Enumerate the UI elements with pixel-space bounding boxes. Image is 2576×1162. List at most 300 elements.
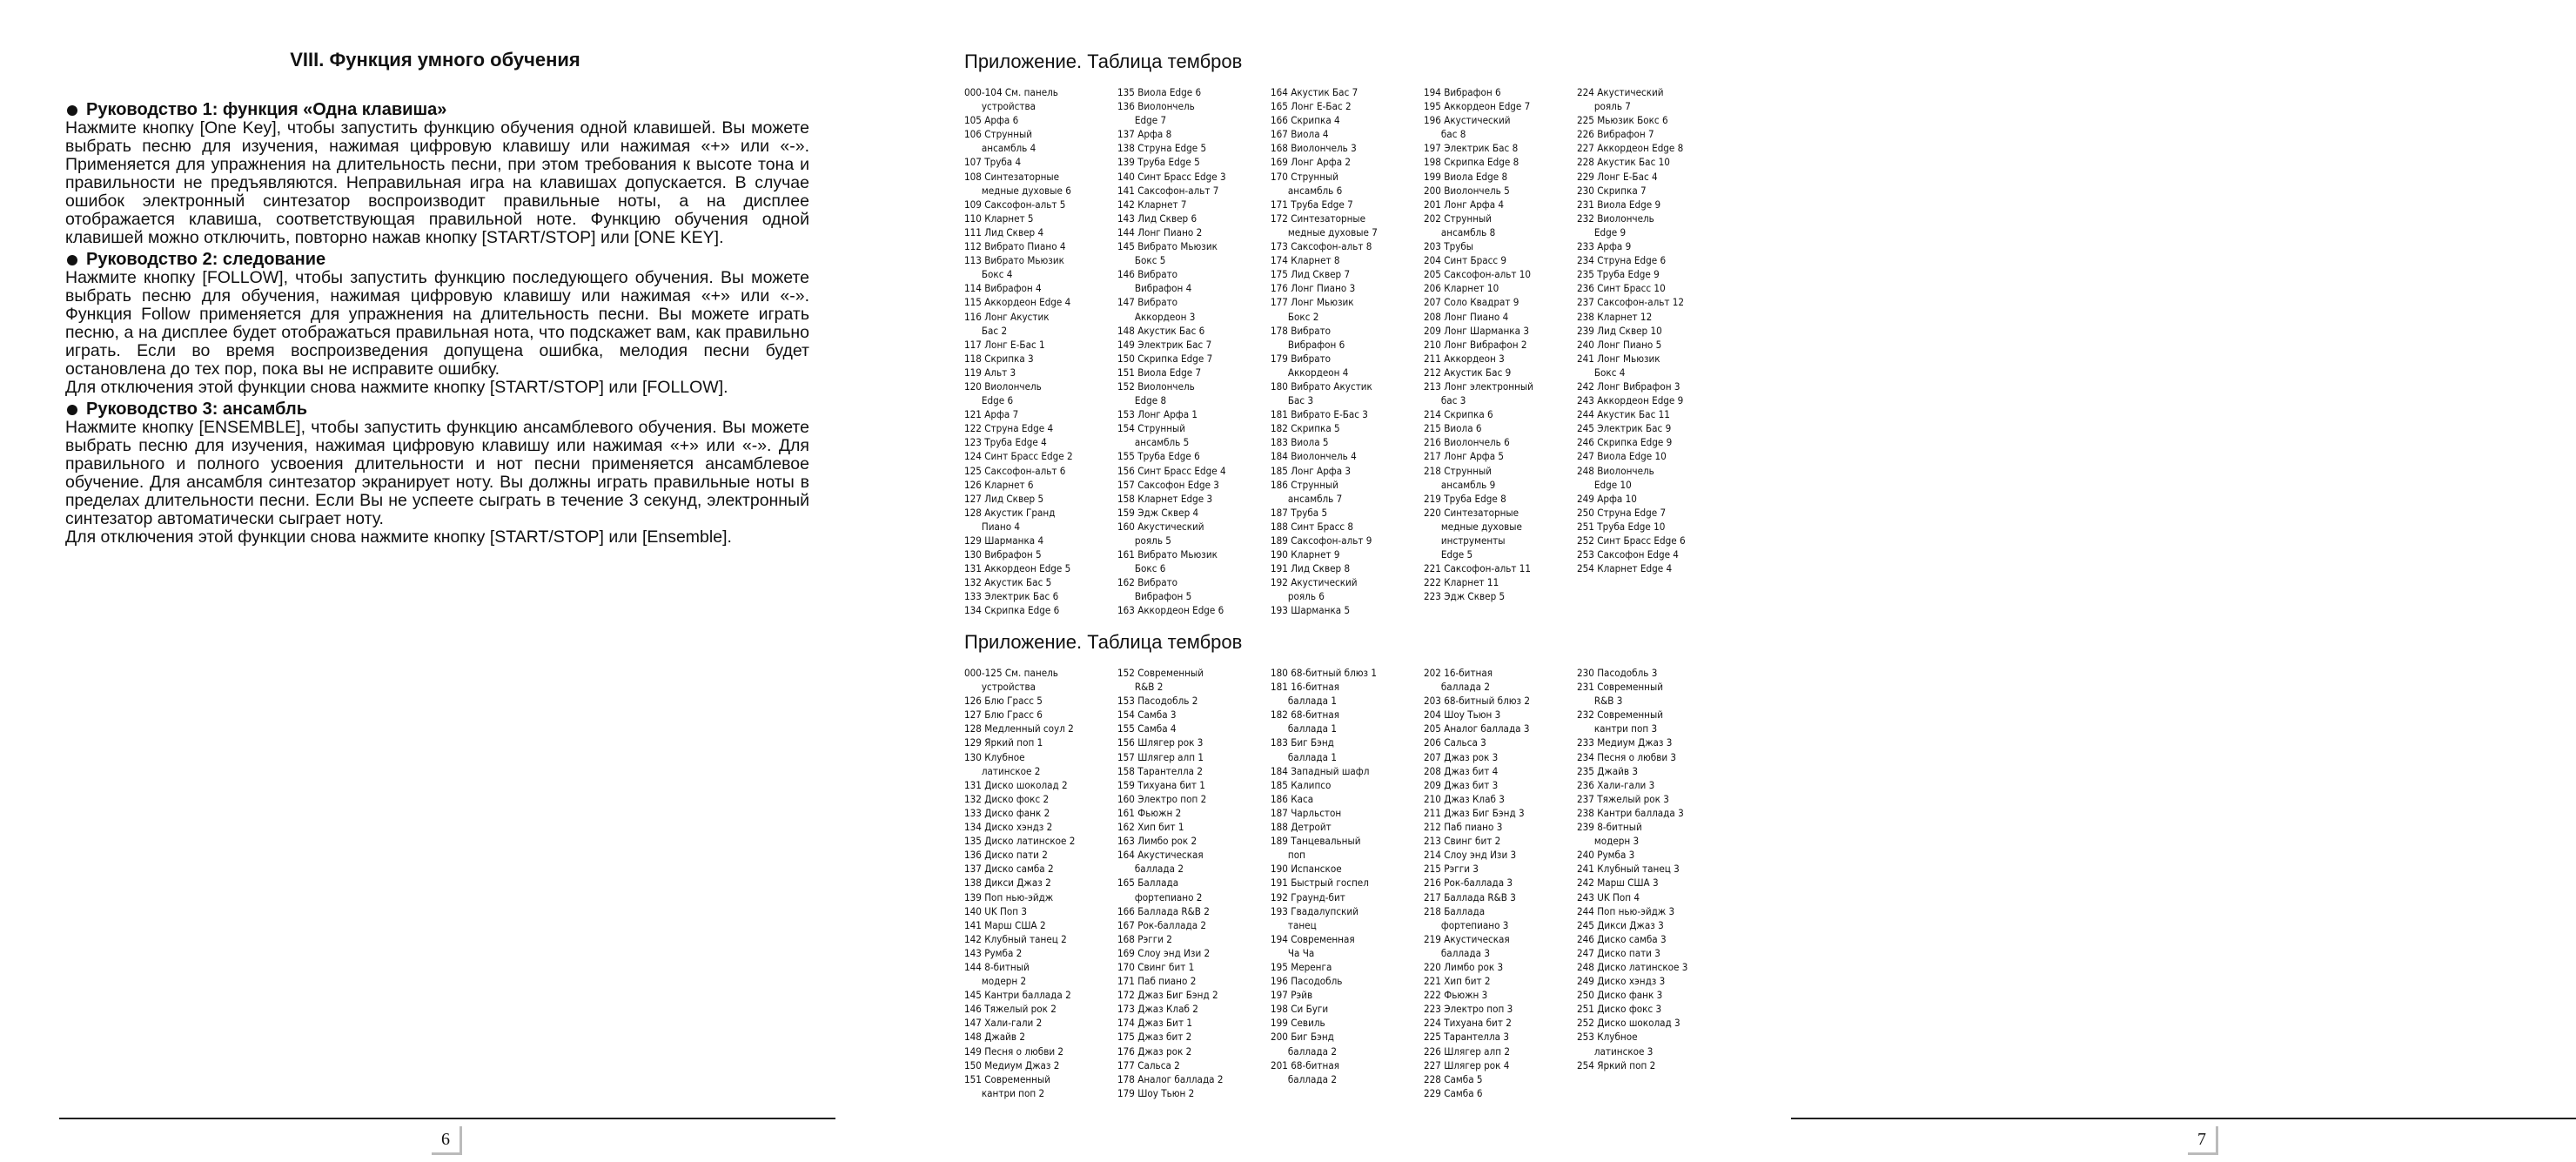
- table-entry: 203 68-битный блюз 2: [1424, 695, 1531, 708]
- table-entry: 189 Саксофон-альт 9: [1271, 534, 1372, 547]
- table-entry: 202 Струнный: [1424, 212, 1493, 225]
- table-entry: Бокс 4: [964, 268, 1013, 281]
- table-entry: 120 Виолончель: [964, 379, 1042, 393]
- table-entry: R&B 3: [1577, 695, 1623, 708]
- table-entry: ансамбль 6: [1271, 184, 1343, 197]
- table-entry: 116 Лонг Акустик: [964, 310, 1050, 323]
- table-entry: 179 Вибрато: [1271, 352, 1332, 365]
- guide-heading-text: Руководство 2: следование: [86, 250, 326, 269]
- table-entry: Edge 6: [964, 394, 1014, 407]
- table-entry: 225 Мьюзик Бокс 6: [1577, 114, 1668, 127]
- table-entry: 251 Диско фокс 3: [1577, 1003, 1662, 1016]
- table-entry: баллада 2: [1271, 1072, 1337, 1085]
- guide-body: [65, 419, 809, 547]
- guides-list: [65, 97, 809, 547]
- table-entry: 146 Вибрато: [1117, 268, 1178, 281]
- table-entry: 159 Эдж Сквер 4: [1117, 506, 1199, 519]
- left-page: [0, 0, 870, 1162]
- table-entry: рояль 5: [1117, 534, 1171, 547]
- table-entry: 221 Саксофон-альт 11: [1424, 562, 1532, 575]
- table-entry: 187 Труба 5: [1271, 506, 1328, 519]
- table-entry: бас 3: [1424, 394, 1466, 407]
- table-entry: баллада 1: [1271, 695, 1337, 708]
- table-entry: 154 Струнный: [1117, 422, 1186, 435]
- table-entry: 172 Синтезаторные: [1271, 212, 1366, 225]
- section-title: VIII. Функция умного обучения: [290, 49, 580, 71]
- voice-column: [1271, 85, 1424, 618]
- table-entry: 245 Дикси Джаз 3: [1577, 918, 1664, 931]
- table-entry: 164 Акустическая: [1117, 849, 1204, 862]
- table-entry: фортепиано 3: [1424, 918, 1509, 931]
- table-entry: 125 Саксофон-альт 6: [964, 464, 1066, 477]
- table-entry: 245 Электрик Бас 9: [1577, 422, 1672, 435]
- table-entry: 205 Саксофон-альт 10: [1424, 268, 1532, 281]
- table-entry: 217 Баллада R&B 3: [1424, 890, 1516, 903]
- table-entry: 232 Современный: [1577, 709, 1664, 722]
- table-entry: 176 Джаз рок 2: [1117, 1044, 1192, 1058]
- table-entry: 131 Диско шоколад 2: [964, 778, 1068, 791]
- table-entry: 220 Синтезаторные: [1424, 506, 1519, 519]
- table-entry: 242 Марш США 3: [1577, 877, 1659, 890]
- table-entry: 169 Лонг Арфа 2: [1271, 156, 1352, 169]
- table-entry: 192 Граунд-бит: [1271, 890, 1345, 903]
- bullet-icon: [67, 405, 77, 415]
- table-entry: 224 Тихуана бит 2: [1424, 1017, 1512, 1030]
- table-entry: 208 Джаз бит 4: [1424, 764, 1499, 777]
- table-entry: 174 Джаз Бит 1: [1117, 1017, 1192, 1030]
- table-entry: 170 Струнный: [1271, 170, 1339, 183]
- table-entry: 121 Арфа 7: [964, 408, 1019, 421]
- guide-1: [65, 101, 809, 247]
- table-entry: 169 Слоу энд Изи 2: [1117, 946, 1211, 959]
- table-entry: 141 Саксофон-альт 7: [1117, 184, 1219, 197]
- table-entry: 151 Виола Edge 7: [1117, 366, 1202, 379]
- table-entry: 139 Поп нью-эйдж: [964, 890, 1054, 903]
- table-entry: 137 Арфа 8: [1117, 128, 1172, 141]
- table-entry: 118 Скрипка 3: [964, 352, 1034, 365]
- table-entry: 184 Западный шафл: [1271, 764, 1370, 777]
- table-entry: 112 Вибрато Пиано 4: [964, 240, 1066, 253]
- table-entry: кантри поп 3: [1577, 722, 1658, 735]
- table-entry: 115 Аккордеон Edge 4: [964, 296, 1071, 309]
- table-entry: 123 Труба Edge 4: [964, 436, 1047, 449]
- table-entry: 238 Кантри баллада 3: [1577, 806, 1684, 819]
- table-entry: 134 Диско хэндз 2: [964, 821, 1053, 834]
- table-entry: 168 Рэгги 2: [1117, 932, 1172, 945]
- table-entry: 106 Струнный: [964, 128, 1033, 141]
- table-entry: 223 Электро поп 3: [1424, 1003, 1513, 1016]
- table-entry: 165 Лонг Е-Бас 2: [1271, 100, 1352, 113]
- table-entry: 133 Диско фанк 2: [964, 806, 1050, 819]
- table-entry: 111 Лид Сквер 4: [964, 225, 1044, 238]
- table-entry: 172 Джаз Биг Бэнд 2: [1117, 989, 1218, 1002]
- table-entry: 181 Вибрато Е-Бас 3: [1271, 408, 1368, 421]
- guide-heading-text: Руководство 1: функция «Одна клавиша»: [86, 100, 447, 119]
- table-entry: 167 Рок-баллада 2: [1117, 918, 1207, 931]
- table-entry: Бокс 5: [1117, 254, 1166, 267]
- table-entry: 180 68-битный блюз 1: [1271, 667, 1378, 679]
- table-entry: 154 Самба 3: [1117, 709, 1177, 722]
- table-entry: латинское 3: [1577, 1044, 1654, 1058]
- table-entry: латинское 2: [964, 764, 1041, 777]
- table-entry: 142 Кларнет 7: [1117, 198, 1187, 211]
- table-entry: 246 Скрипка Edge 9: [1577, 436, 1673, 449]
- table-entry: 155 Труба Edge 6: [1117, 450, 1200, 463]
- table-entry: 152 Виолончель: [1117, 379, 1195, 393]
- table-entry: 133 Электрик Бас 6: [964, 590, 1059, 603]
- table-entry: 117 Лонг Е-Бас 1: [964, 338, 1045, 351]
- table-entry: фортепиано 2: [1117, 890, 1203, 903]
- table-entry: 178 Аналог баллада 2: [1117, 1072, 1224, 1085]
- table-entry: Edge 9: [1577, 225, 1627, 238]
- guide-paragraph: Нажмите кнопку [One Key], чтобы запустить функцию обучения одной клавишей. Вы можете выбрать песню для изучения, нажимая цифровую клавишу или нажимая «+» или «-». Применяется для упражнения на длительность песни, при этом требования к высоте тона и правильности не предъявляются. Неправильная игра на клавишах допускается. В случае ошибок электронный синтезатор воспроизводит правильные ноты, а на дисплее отображается клавиша, соответствующая правильной ноте. Функцию обучения одной клавишей можно отключить, повторно нажав кнопку [START/STOP] или [ONE KEY].: [65, 118, 809, 247]
- table-entry: 136 Виолончель: [1117, 100, 1195, 113]
- table-entry: Аккордеон 3: [1117, 310, 1196, 323]
- table-entry: 250 Струна Edge 7: [1577, 506, 1667, 519]
- table-entry: 230 Скрипка 7: [1577, 184, 1647, 197]
- table-entry: Ча Ча: [1271, 946, 1315, 959]
- table-entry: рояль 7: [1577, 100, 1631, 113]
- table-entry: 227 Шлягер рок 4: [1424, 1058, 1510, 1071]
- table-entry: ансамбль 9: [1424, 478, 1496, 491]
- table-entry: 219 Труба Edge 8: [1424, 492, 1506, 505]
- table-entry: 216 Рок-баллада 3: [1424, 877, 1513, 890]
- bullet-icon: [67, 105, 77, 116]
- table-entry: 216 Виолончель 6: [1424, 436, 1510, 449]
- table-entry: 186 Струнный: [1271, 478, 1339, 491]
- table-entry: 158 Тарантелла 2: [1117, 764, 1203, 777]
- table-entry: 252 Синт Брасс Edge 6: [1577, 534, 1686, 547]
- table-entry: 234 Струна Edge 6: [1577, 254, 1667, 267]
- table-entry: 238 Кларнет 12: [1577, 310, 1653, 323]
- table-entry: 132 Акустик Бас 5: [964, 576, 1052, 589]
- voice-column: [1577, 85, 1730, 618]
- table-entry: 213 Лонг электронный: [1424, 379, 1533, 393]
- table-entry: 165 Баллада: [1117, 877, 1179, 890]
- table-entry: 223 Эдж Сквер 5: [1424, 590, 1506, 603]
- table-entry: 207 Джаз рок 3: [1424, 750, 1499, 763]
- table-entry: 107 Труба 4: [964, 156, 1022, 169]
- table-entry: 177 Сальса 2: [1117, 1058, 1180, 1071]
- table-entry: 236 Синт Брасс 10: [1577, 282, 1666, 295]
- table-entry: 191 Лид Сквер 8: [1271, 562, 1351, 575]
- table-entry: 220 Лимбо рок 3: [1424, 960, 1504, 973]
- table-entry: 127 Блю Грасс 6: [964, 709, 1043, 722]
- table-entry: 191 Быстрый госпел: [1271, 877, 1369, 890]
- table-entry: 213 Свинг бит 2: [1424, 835, 1501, 848]
- table-entry: 200 Виолончель 5: [1424, 184, 1510, 197]
- table-entry: 185 Лонг Арфа 3: [1271, 464, 1352, 477]
- table-entry: 228 Самба 5: [1424, 1072, 1483, 1085]
- table-entry: 190 Кларнет 9: [1271, 548, 1340, 561]
- table-entry: 192 Акустический: [1271, 576, 1358, 589]
- table-entry: Вибрафон 4: [1117, 282, 1192, 295]
- table-entry: 114 Вибрафон 4: [964, 282, 1042, 295]
- table-entry: 210 Лонг Вибрафон 2: [1424, 338, 1527, 351]
- table-entry: 215 Виола 6: [1424, 422, 1482, 435]
- table-entry: 222 Кларнет 11: [1424, 576, 1499, 589]
- table-entry: 252 Диско шоколад 3: [1577, 1017, 1680, 1030]
- table-entry: 155 Самба 4: [1117, 722, 1177, 735]
- table-entry: 105 Арфа 6: [964, 114, 1019, 127]
- table-entry: 157 Саксофон Edge 3: [1117, 478, 1219, 491]
- guide-paragraph: Нажмите кнопку [ENSEMBLE], чтобы запустить функцию ансамблевого обучения. Вы можете выбрать песню для изучения, нажимая цифровую клавишу или нажимая «+» или «-». Для правильного и полного усвоения длительности и нот песни применяется ансамблевое обучение. Для ансамбля синтезатор экранирует ноту. Вы должны играть правильные ноты в пределах длительности песни. Если Вы не успеете сыграть в течение 3 секунд, электронный синтезатор автоматически сыграет ноту.: [65, 418, 809, 528]
- table-entry: 171 Паб пиано 2: [1117, 975, 1197, 988]
- table-entry: 135 Виола Edge 6: [1117, 86, 1202, 98]
- table-entry: 195 Меренга: [1271, 960, 1332, 973]
- table-entry: 226 Шлягер алп 2: [1424, 1044, 1510, 1058]
- table-entry: 234 Песня о любви 3: [1577, 750, 1677, 763]
- table-entry: 206 Сальса 3: [1424, 736, 1486, 749]
- table-entry: 147 Вибрато: [1117, 296, 1178, 309]
- table-entry: 248 Виолончель: [1577, 464, 1654, 477]
- table-entry: 218 Баллада: [1424, 904, 1486, 917]
- table-entry: 167 Виола 4: [1271, 128, 1329, 141]
- table-entry: 244 Поп нью-эйдж 3: [1577, 904, 1675, 917]
- table-entry: 211 Джаз Биг Бэнд 3: [1424, 806, 1525, 819]
- table-entry: Бас 2: [964, 324, 1008, 337]
- table-entry: медные духовые 6: [964, 184, 1071, 197]
- table-entry: 175 Лид Сквер 7: [1271, 268, 1351, 281]
- table-entry: 140 UK Поп 3: [964, 904, 1027, 917]
- table-entry: баллада 2: [1424, 681, 1490, 694]
- table-entry: 147 Хали-гали 2: [964, 1017, 1043, 1030]
- page-number: 7: [2188, 1126, 2218, 1155]
- table-entry: 224 Акустический: [1577, 86, 1664, 98]
- table-entry: 211 Аккордеон 3: [1424, 352, 1505, 365]
- table-entry: 137 Диско самба 2: [964, 863, 1054, 876]
- table-entry: 128 Медленный соул 2: [964, 722, 1074, 735]
- table-entry: 173 Джаз Клаб 2: [1117, 1003, 1198, 1016]
- table-entry: 171 Труба Edge 7: [1271, 198, 1353, 211]
- table-entry: 253 Клубное: [1577, 1031, 1638, 1044]
- voice-table-title: Приложение. Таблица тембров: [964, 50, 1243, 72]
- table-entry: 193 Гвадалупский: [1271, 904, 1358, 917]
- table-entry: 138 Дикси Джаз 2: [964, 877, 1051, 890]
- guide-body: [65, 119, 809, 247]
- style-table: [964, 666, 1730, 1100]
- table-entry: 182 Скрипка 5: [1271, 422, 1340, 435]
- table-entry: 201 Лонг Арфа 4: [1424, 198, 1505, 211]
- table-entry: 158 Кларнет Edge 3: [1117, 492, 1213, 505]
- table-entry: ансамбль 4: [964, 142, 1036, 155]
- table-entry: 212 Паб пиано 3: [1424, 821, 1503, 834]
- table-entry: 138 Струна Edge 5: [1117, 142, 1207, 155]
- table-entry: 184 Виолончель 4: [1271, 450, 1357, 463]
- table-entry: 144 8-битный: [964, 960, 1030, 973]
- table-entry: Вибрафон 6: [1271, 338, 1345, 351]
- table-entry: 254 Яркий поп 2: [1577, 1058, 1656, 1071]
- table-entry: 174 Кларнет 8: [1271, 254, 1340, 267]
- table-entry: 241 Лонг Мьюзик: [1577, 352, 1660, 365]
- table-entry: 235 Джайв 3: [1577, 764, 1639, 777]
- table-entry: 240 Румба 3: [1577, 849, 1635, 862]
- table-entry: Бокс 6: [1117, 562, 1166, 575]
- table-entry: 247 Диско пати 3: [1577, 946, 1660, 959]
- table-entry: 247 Виола Edge 10: [1577, 450, 1667, 463]
- table-entry: 237 Саксофон-альт 12: [1577, 296, 1685, 309]
- table-entry: 194 Вибрафон 6: [1424, 86, 1501, 98]
- table-entry: 180 Вибрато Акустик: [1271, 379, 1372, 393]
- footer-rule: [1791, 1118, 2576, 1119]
- table-entry: 128 Акустик Гранд: [964, 506, 1056, 519]
- table-entry: 177 Лонг Мьюзик: [1271, 296, 1354, 309]
- table-entry: 199 Севиль: [1271, 1017, 1325, 1030]
- table-entry: 248 Диско латинское 3: [1577, 960, 1688, 973]
- table-entry: 221 Хип бит 2: [1424, 975, 1491, 988]
- table-entry: 162 Хип бит 1: [1117, 821, 1184, 834]
- table-entry: медные духовые 7: [1271, 225, 1378, 238]
- table-entry: 203 Трубы: [1424, 240, 1474, 253]
- table-entry: 156 Шлягер рок 3: [1117, 736, 1204, 749]
- table-entry: 212 Акустик Бас 9: [1424, 366, 1512, 379]
- table-entry: 196 Акустический: [1424, 114, 1511, 127]
- table-entry: 159 Тихуана бит 1: [1117, 778, 1205, 791]
- guide-paragraph: Нажмите кнопку [FOLLOW], чтобы запустить функцию последующего обучения. Вы можете выбрать песню для обучения, нажимая цифровую клавишу или нажимая «+» или «-». Функция Follow применяется для упражнения на длительность песни. Вы можете играть песню, а на дисплее будет отображаться правильная нота, что подскажет вам, как правильно играть. Если во время воспроизведения допущена ошибка, мелодия песни будет остановлена до тех пор, пока вы не исправите ошибку.: [65, 268, 809, 379]
- table-entry: 232 Виолончель: [1577, 212, 1654, 225]
- table-entry: 239 Лид Сквер 10: [1577, 324, 1662, 337]
- table-entry: 140 Синт Брасс Edge 3: [1117, 170, 1226, 183]
- style-column: [1424, 666, 1577, 1100]
- table-entry: баллада 2: [1117, 863, 1184, 876]
- table-entry: 000-104 См. панель: [964, 86, 1058, 98]
- table-entry: 187 Чарльстон: [1271, 806, 1342, 819]
- table-entry: баллада 2: [1271, 1044, 1337, 1058]
- table-entry: Бокс 4: [1577, 366, 1626, 379]
- voice-table: [964, 85, 1730, 618]
- table-entry: 168 Виолончель 3: [1271, 142, 1357, 155]
- table-entry: 249 Арфа 10: [1577, 492, 1637, 505]
- table-entry: 202 16-битная: [1424, 667, 1493, 679]
- table-entry: 161 Фьюжн 2: [1117, 806, 1182, 819]
- table-entry: 163 Аккордеон Edge 6: [1117, 604, 1224, 617]
- table-entry: 199 Виола Edge 8: [1424, 170, 1508, 183]
- page-number: 6: [432, 1126, 462, 1155]
- table-entry: баллада 1: [1271, 722, 1337, 735]
- table-entry: 150 Скрипка Edge 7: [1117, 352, 1213, 365]
- table-entry: модерн 2: [964, 975, 1027, 988]
- table-entry: 208 Лонг Пиано 4: [1424, 310, 1509, 323]
- table-entry: 183 Биг Бэнд: [1271, 736, 1334, 749]
- table-entry: 150 Медиум Джаз 2: [964, 1058, 1060, 1071]
- table-entry: баллада 1: [1271, 750, 1337, 763]
- table-entry: 131 Аккордеон Edge 5: [964, 562, 1071, 575]
- table-entry: Edge 8: [1117, 394, 1167, 407]
- table-entry: 253 Саксофон Edge 4: [1577, 548, 1679, 561]
- table-entry: 243 UK Поп 4: [1577, 890, 1640, 903]
- table-entry: 183 Виола 5: [1271, 436, 1329, 449]
- table-entry: 157 Шлягер алп 1: [1117, 750, 1204, 763]
- guide-heading: [65, 101, 809, 119]
- table-entry: 251 Труба Edge 10: [1577, 520, 1666, 533]
- table-entry: 209 Лонг Шарманка 3: [1424, 324, 1529, 337]
- table-entry: 149 Электрик Бас 7: [1117, 338, 1212, 351]
- table-entry: 243 Аккордеон Edge 9: [1577, 394, 1684, 407]
- table-entry: Edge 10: [1577, 478, 1632, 491]
- table-entry: модерн 3: [1577, 835, 1640, 848]
- table-entry: 209 Джаз бит 3: [1424, 778, 1499, 791]
- table-entry: 235 Труба Edge 9: [1577, 268, 1660, 281]
- table-entry: рояль 6: [1271, 590, 1325, 603]
- table-entry: 229 Самба 6: [1424, 1086, 1483, 1099]
- table-entry: ансамбль 5: [1117, 436, 1190, 449]
- table-entry: 207 Соло Квадрат 9: [1424, 296, 1519, 309]
- table-entry: 227 Аккордеон Edge 8: [1577, 142, 1684, 155]
- table-entry: 194 Современная: [1271, 932, 1355, 945]
- table-entry: 143 Лид Сквер 6: [1117, 212, 1197, 225]
- table-entry: Бас 3: [1271, 394, 1314, 407]
- table-entry: 214 Скрипка 6: [1424, 408, 1493, 421]
- table-entry: 142 Клубный танец 2: [964, 932, 1067, 945]
- table-entry: 146 Тяжелый рок 2: [964, 1003, 1057, 1016]
- table-entry: 144 Лонг Пиано 2: [1117, 225, 1203, 238]
- table-entry: 176 Лонг Пиано 3: [1271, 282, 1356, 295]
- footer-rule: [59, 1118, 835, 1119]
- table-entry: 000-125 См. панель: [964, 667, 1058, 679]
- table-entry: 229 Лонг Е-Бас 4: [1577, 170, 1658, 183]
- guide-body: [65, 269, 809, 397]
- table-entry: 233 Арфа 9: [1577, 240, 1632, 253]
- table-entry: инструменты: [1424, 534, 1506, 547]
- table-entry: 201 68-битная: [1271, 1058, 1340, 1071]
- table-entry: 134 Скрипка Edge 6: [964, 604, 1060, 617]
- table-entry: 126 Кларнет 6: [964, 478, 1034, 491]
- table-entry: 145 Вибрато Мьюзик: [1117, 240, 1218, 253]
- table-entry: 166 Скрипка 4: [1271, 114, 1340, 127]
- table-entry: 175 Джаз бит 2: [1117, 1031, 1192, 1044]
- table-entry: 230 Пасодобль 3: [1577, 667, 1658, 679]
- table-entry: Бокс 2: [1271, 310, 1319, 323]
- table-entry: 231 Современный: [1577, 681, 1664, 694]
- style-column: [1577, 666, 1730, 1100]
- table-entry: 182 68-битная: [1271, 709, 1340, 722]
- style-column: [1117, 666, 1271, 1100]
- table-entry: 181 16-битная: [1271, 681, 1340, 694]
- right-page: [870, 0, 2206, 1162]
- table-entry: 242 Лонг Вибрафон 3: [1577, 379, 1680, 393]
- table-entry: 186 Каса: [1271, 792, 1314, 805]
- table-entry: 244 Акустик Бас 11: [1577, 408, 1670, 421]
- guide-paragraph-extra: Для отключения этой функции снова нажмите кнопку [START/STOP] или [FOLLOW].: [65, 378, 728, 397]
- table-entry: 148 Акустик Бас 6: [1117, 324, 1205, 337]
- table-entry: Аккордеон 4: [1271, 366, 1349, 379]
- table-entry: 139 Труба Edge 5: [1117, 156, 1200, 169]
- table-entry: 204 Шоу Тьюн 3: [1424, 709, 1501, 722]
- table-entry: 254 Кларнет Edge 4: [1577, 562, 1673, 575]
- table-entry: 197 Электрик Бас 8: [1424, 142, 1519, 155]
- table-entry: 127 Лид Сквер 5: [964, 492, 1044, 505]
- table-entry: 196 Пасодобль: [1271, 975, 1343, 988]
- table-entry: устройства: [964, 681, 1036, 694]
- table-entry: 161 Вибрато Мьюзик: [1117, 548, 1218, 561]
- table-entry: 129 Шарманка 4: [964, 534, 1044, 547]
- table-entry: Вибрафон 5: [1117, 590, 1192, 603]
- table-entry: 204 Синт Брасс 9: [1424, 254, 1507, 267]
- style-table-title: Приложение. Таблица тембров: [964, 631, 1243, 653]
- table-entry: 163 Лимбо рок 2: [1117, 835, 1197, 848]
- table-entry: Пиано 4: [964, 520, 1021, 533]
- table-entry: 130 Вибрафон 5: [964, 548, 1042, 561]
- table-entry: 231 Виола Edge 9: [1577, 198, 1661, 211]
- table-entry: поп: [1271, 849, 1305, 862]
- table-entry: ансамбль 8: [1424, 225, 1496, 238]
- table-entry: 193 Шарманка 5: [1271, 604, 1351, 617]
- guide-heading: [65, 251, 809, 269]
- table-entry: 148 Джайв 2: [964, 1031, 1026, 1044]
- table-entry: 108 Синтезаторные: [964, 170, 1060, 183]
- table-entry: 156 Синт Брасс Edge 4: [1117, 464, 1226, 477]
- table-entry: 188 Синт Брасс 8: [1271, 520, 1354, 533]
